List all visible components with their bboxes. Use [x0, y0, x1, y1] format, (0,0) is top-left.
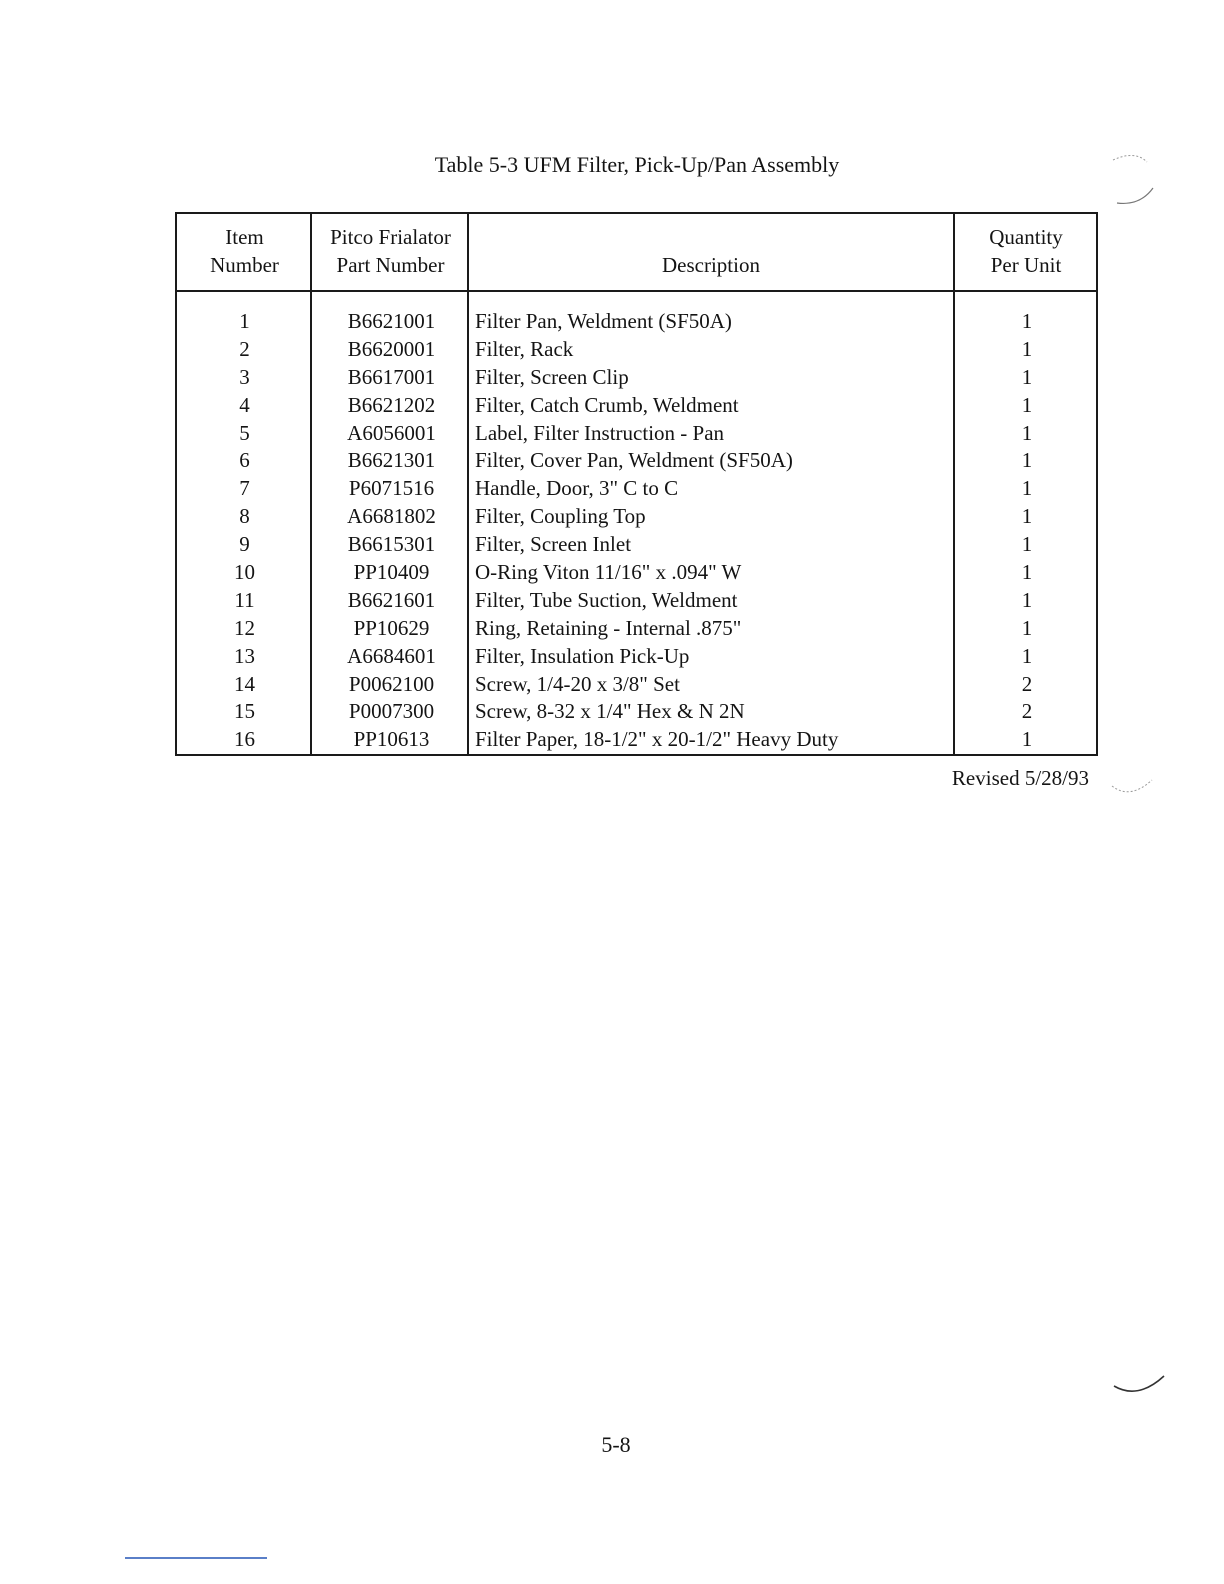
table-row — [177, 475, 1096, 503]
scan-mark — [1100, 768, 1170, 808]
cell-description: Ring, Retaining - Internal .875" — [475, 615, 742, 640]
cell-description: Filter, Screen Inlet — [475, 532, 632, 557]
header-qty-line1: Quantity — [989, 225, 1063, 249]
cell-description: Filter, Cover Pan, Weldment (SF50A) — [475, 448, 793, 473]
header-item-line2: Number — [210, 253, 279, 277]
cell-description: Filter, Catch Crumb, Weldment — [475, 392, 739, 417]
cell-item: 4 — [239, 392, 250, 417]
table-row — [177, 671, 1096, 699]
table-row — [177, 615, 1096, 643]
cell-item: 5 — [239, 420, 250, 445]
cell-quantity: 1 — [1021, 643, 1033, 668]
header-description — [469, 251, 953, 279]
cell-item: 2 — [239, 336, 250, 361]
cell-quantity: 1 — [1021, 420, 1033, 445]
cell-part-number: B6620001 — [347, 336, 436, 361]
table-row — [177, 364, 1096, 392]
cell-part-number: PP10409 — [353, 560, 430, 585]
cell-quantity: 1 — [1021, 504, 1033, 529]
cell-quantity: 1 — [1021, 532, 1033, 557]
header-part-line2: Part Number — [336, 253, 445, 277]
table-row — [177, 420, 1096, 448]
cell-part-number: PP10629 — [353, 615, 430, 640]
table-body — [177, 308, 1096, 754]
cell-description: Filter Paper, 18-1/2" x 20-1/2" Heavy Duty — [475, 727, 839, 752]
cell-quantity: 1 — [1021, 448, 1033, 473]
cell-quantity: 2 — [1021, 699, 1033, 724]
cell-quantity: 1 — [1021, 727, 1033, 752]
cell-description: O-Ring Viton 11/16" x .094" W — [475, 560, 742, 585]
cell-part-number: A6684601 — [347, 643, 436, 668]
table-row — [177, 447, 1096, 475]
bottom-rule — [125, 1557, 267, 1559]
header-divider — [177, 290, 1096, 292]
cell-item: 16 — [234, 727, 255, 752]
table-row — [177, 559, 1096, 587]
cell-part-number: P0062100 — [348, 671, 435, 696]
header-description-label: Description — [662, 253, 760, 277]
parts-table — [175, 212, 1098, 756]
cell-part-number: B6621001 — [347, 309, 436, 333]
cell-description: Label, Filter Instruction - Pan — [475, 420, 725, 445]
header-part-line1: Pitco Frialator — [330, 225, 451, 249]
cell-description: Filter, Screen Clip — [475, 364, 629, 389]
cell-item: 13 — [234, 643, 255, 668]
cell-part-number: B6615301 — [347, 532, 436, 557]
table-title: Table 5-3 UFM Filter, Pick-Up/Pan Assembly — [434, 152, 840, 177]
cell-description: Filter, Tube Suction, Weldment — [475, 587, 738, 612]
header-item-number — [177, 223, 312, 279]
cell-item: 9 — [239, 532, 250, 557]
table-row — [177, 392, 1096, 420]
cell-description: Handle, Door, 3" C to C — [475, 476, 679, 501]
cell-item: 12 — [234, 615, 255, 640]
cell-part-number: P0007300 — [348, 699, 435, 724]
cell-description: Filter Pan, Weldment (SF50A) — [475, 309, 732, 333]
cell-item: 10 — [234, 560, 255, 585]
header-quantity — [955, 223, 1097, 279]
table-row — [177, 503, 1096, 531]
cell-part-number: B6621202 — [347, 392, 436, 417]
cell-quantity: 1 — [1021, 615, 1033, 640]
table-row — [177, 308, 1096, 336]
cell-part-number: A6056001 — [347, 420, 436, 445]
cell-item: 7 — [239, 476, 250, 501]
cell-description: Filter, Coupling Top — [475, 504, 646, 529]
header-qty-line2: Per Unit — [990, 253, 1062, 277]
cell-item: 8 — [239, 504, 250, 529]
cell-item: 15 — [234, 699, 255, 724]
cell-quantity: 1 — [1021, 560, 1033, 585]
cell-quantity: 1 — [1021, 476, 1033, 501]
table-row — [177, 531, 1096, 559]
header-part-number — [312, 223, 469, 279]
table-row — [177, 587, 1096, 615]
cell-item: 14 — [234, 671, 255, 696]
table-row — [177, 726, 1096, 754]
cell-description: Screw, 8-32 x 1/4" Hex & N 2N — [475, 699, 745, 724]
cell-quantity: 1 — [1021, 364, 1033, 389]
cell-part-number: A6681802 — [347, 504, 436, 529]
page-number: 5-8 — [601, 1432, 631, 1457]
cell-item: 1 — [239, 309, 250, 333]
scan-mark — [1100, 1360, 1180, 1410]
table-row — [177, 643, 1096, 671]
cell-item: 11 — [234, 587, 255, 612]
cell-part-number: P6071516 — [348, 476, 435, 501]
cell-part-number: B6617001 — [347, 364, 436, 389]
cell-part-number: B6621601 — [347, 587, 436, 612]
table-row — [177, 698, 1096, 726]
cell-quantity: 1 — [1021, 336, 1033, 361]
cell-quantity: 1 — [1021, 587, 1033, 612]
cell-quantity: 2 — [1021, 671, 1033, 696]
cell-item: 6 — [239, 448, 250, 473]
header-item-line1: Item — [225, 225, 264, 249]
cell-item: 3 — [239, 364, 250, 389]
cell-description: Filter, Rack — [475, 336, 574, 361]
revision-date: Revised 5/28/93 — [951, 766, 1089, 790]
cell-description: Screw, 1/4-20 x 3/8" Set — [475, 671, 680, 696]
cell-part-number: PP10613 — [353, 727, 430, 752]
cell-quantity: 1 — [1021, 309, 1033, 333]
table-row — [177, 336, 1096, 364]
cell-quantity: 1 — [1021, 392, 1033, 417]
cell-part-number: B6621301 — [347, 448, 436, 473]
cell-description: Filter, Insulation Pick-Up — [475, 643, 690, 668]
